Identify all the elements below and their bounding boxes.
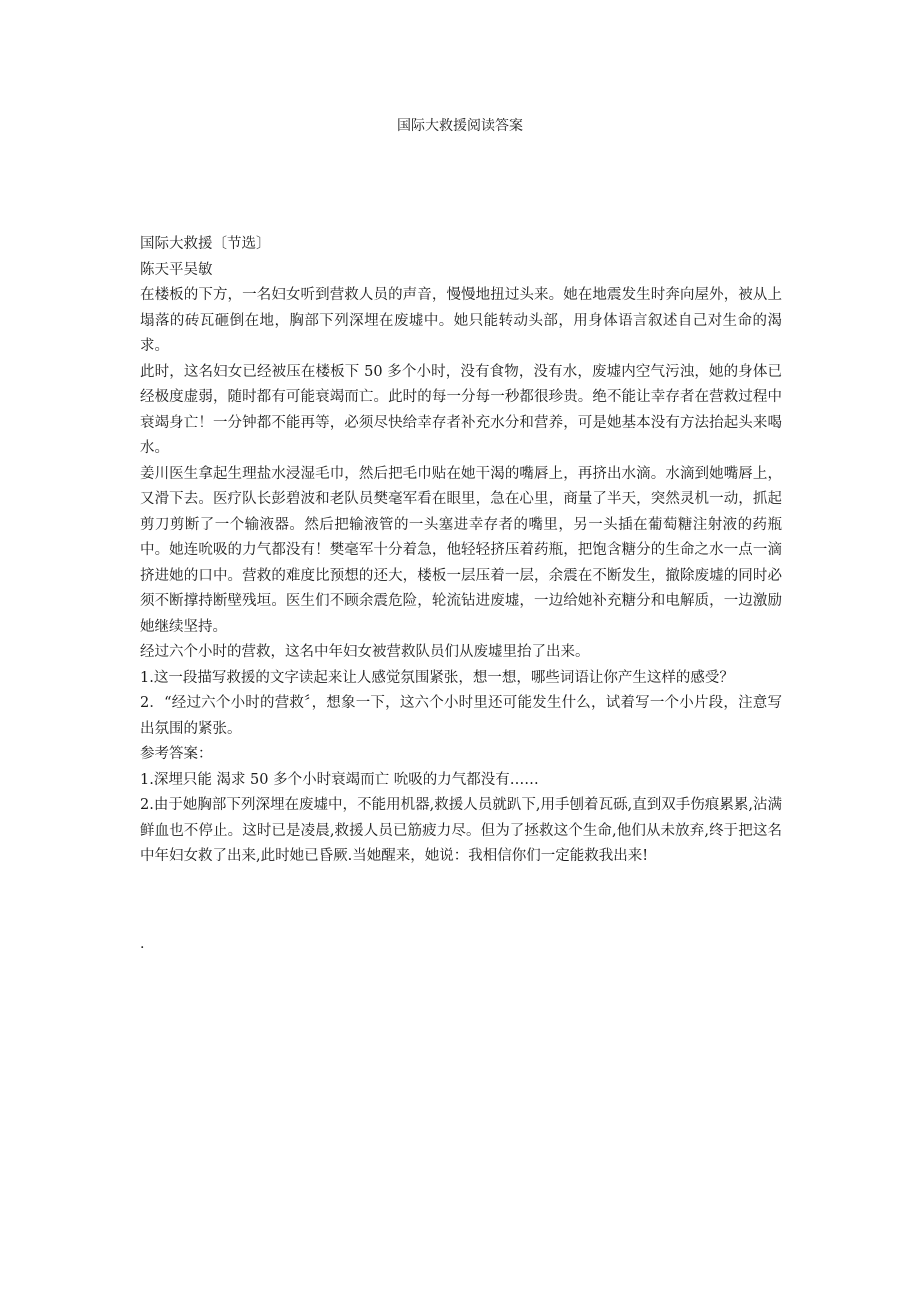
question-2: 2．“经过六个小时的营救〞，想象一下，这六个小时里还可能发生什么，试着写一个小片段，注意写出氛围的紧张。	[140, 695, 782, 737]
passage-paragraph: 经过六个小时的营救，这名中年妇女被营救队员们从废墟里抬了出来。	[140, 644, 590, 660]
question-1: 1.这一段描写救援的文字读起来让人感觉氛围紧张，想一想，哪些词语让你产生这样的感受？	[140, 669, 734, 686]
document-title: 国际大救援阅读答案	[397, 118, 523, 134]
passage-paragraph: 此时，这名妇女已经被压在楼板下 50 多个小时，没有食物，没有水，废墟内空气污浊，她的身体已经极度虚弱，随时都有可能衰竭而亡。此时的每一分每一秒都很珍贵。绝不能让幸存者在营救过程中衰竭身亡！一分钟都不能再等，必须尽快给幸存者补充水分和营养，可是她基本没有方法抬起头来喝水。	[140, 363, 782, 456]
passage-title: 国际大救援〔节选〕	[140, 236, 271, 252]
passage-paragraph: 姜川医生拿起生理盐水浸湿毛巾，然后把毛巾贴在她干渴的嘴唇上，再挤出水滴。水滴到她嘴唇上，又滑下去。医疗队长彭碧波和老队员樊毫军看在眼里，急在心里，商量了半天，突然灵机一动，抓起剪刀剪断了一个输液器。然后把输液管的一头塞进幸存者的嘴里，另一头插在葡萄糖注射液的药瓶中。她连吮吸的力气都没有！樊毫军十分着急，他轻轻挤压着药瓶，把饱含糖分的生命之水一点一滴挤进她的口中。营救的难度比预想的还大，楼板一层压着一层，余震在不断发生，撤除废墟的同时必须不断撑持断壁残垣。医生们不顾余震危险，轮流钻进废墟，一边给她补充糖分和电解质，一边激励她继续坚持。	[140, 465, 782, 635]
passage-authors: 陈天平吴敏	[140, 261, 213, 278]
answer-2: 2.由于她胸部下列深埋在废墟中，不能用机器,救援人员就趴下,用手刨着瓦砾,直到双手伤痕累累,沾满鲜血也不停止。这时已是凌晨,救援人员已筋疲力尽。但为了拯救这个生命,他们从未放弃,终于把这名中年妇女救了出来,此时她已昏厥.当她醒来，她说：我相信你们一定能救我出来!	[140, 797, 782, 864]
end-mark: .	[140, 936, 145, 952]
answer-1: 1.深埋只能 渴求 50 多个小时衰竭而亡 吮吸的力气都没有……	[140, 771, 539, 788]
passage-paragraph: 在楼板的下方，一名妇女听到营救人员的声音，慢慢地扭过头来。她在地震发生时奔向屋外，被从上塌落的砖瓦砸倒在地，胸部下列深埋在废墟中。她只能转动头部，用身体语言叙述自己对生命的渴求。	[140, 287, 782, 354]
answers-heading: 参考答案：	[140, 746, 213, 762]
document-body	[140, 232, 782, 870]
